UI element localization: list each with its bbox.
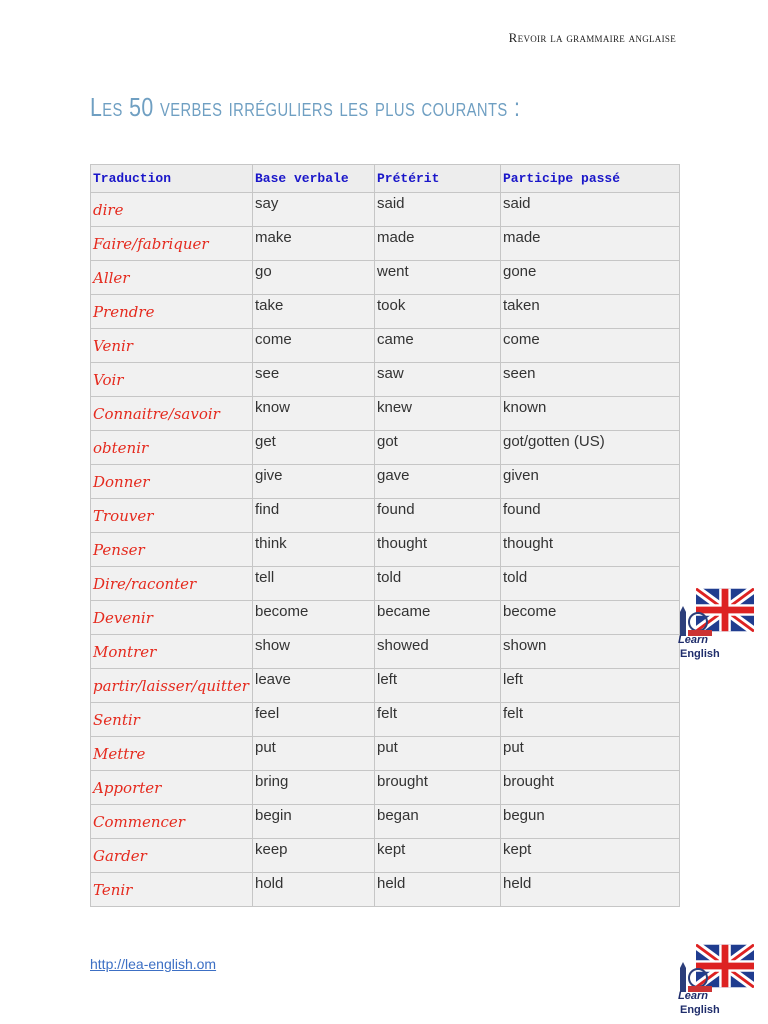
cell-translation: Donner bbox=[91, 465, 253, 499]
document-header: Revoir la grammaire anglaise bbox=[508, 30, 676, 45]
cell-preterit: thought bbox=[375, 533, 501, 567]
table-row bbox=[91, 499, 680, 533]
logo-english-text: English bbox=[680, 648, 720, 660]
london-landmark-icon bbox=[676, 606, 712, 636]
cell-base: go bbox=[253, 261, 375, 295]
cell-participle: said bbox=[501, 193, 680, 227]
irregular-verbs-table bbox=[90, 164, 680, 907]
cell-preterit: held bbox=[375, 873, 501, 907]
cell-participle: known bbox=[501, 397, 680, 431]
cell-translation: Voir bbox=[91, 363, 253, 397]
cell-base: say bbox=[253, 193, 375, 227]
cell-participle: come bbox=[501, 329, 680, 363]
cell-preterit: felt bbox=[375, 703, 501, 737]
cell-preterit: brought bbox=[375, 771, 501, 805]
cell-translation: obtenir bbox=[91, 431, 253, 465]
cell-preterit: saw bbox=[375, 363, 501, 397]
cell-preterit: went bbox=[375, 261, 501, 295]
table-row bbox=[91, 771, 680, 805]
cell-preterit: got bbox=[375, 431, 501, 465]
cell-preterit: came bbox=[375, 329, 501, 363]
cell-base: get bbox=[253, 431, 375, 465]
cell-translation: Montrer bbox=[91, 635, 253, 669]
table-row bbox=[91, 431, 680, 465]
table-row bbox=[91, 363, 680, 397]
table-header-row bbox=[91, 165, 680, 193]
column-header-translation: Traduction bbox=[91, 165, 253, 193]
cell-participle: put bbox=[501, 737, 680, 771]
cell-translation: Garder bbox=[91, 839, 253, 873]
cell-participle: felt bbox=[501, 703, 680, 737]
cell-participle: got/gotten (US) bbox=[501, 431, 680, 465]
cell-preterit: began bbox=[375, 805, 501, 839]
cell-translation: Aller bbox=[91, 261, 253, 295]
cell-participle: found bbox=[501, 499, 680, 533]
learn-english-logo-footer bbox=[672, 944, 756, 1020]
table-row bbox=[91, 635, 680, 669]
cell-translation: Devenir bbox=[91, 601, 253, 635]
cell-translation: partir/laisser/quitter bbox=[91, 669, 253, 703]
table-row bbox=[91, 669, 680, 703]
cell-translation: Dire/raconter bbox=[91, 567, 253, 601]
cell-participle: given bbox=[501, 465, 680, 499]
table-row bbox=[91, 193, 680, 227]
cell-participle: taken bbox=[501, 295, 680, 329]
cell-base: leave bbox=[253, 669, 375, 703]
column-header-participle: Participe passé bbox=[501, 165, 680, 193]
cell-translation: Faire/fabriquer bbox=[91, 227, 253, 261]
cell-base: begin bbox=[253, 805, 375, 839]
cell-base: come bbox=[253, 329, 375, 363]
table-row bbox=[91, 873, 680, 907]
cell-translation: Sentir bbox=[91, 703, 253, 737]
logo-learn-text: Learn bbox=[678, 634, 708, 646]
learn-english-logo bbox=[672, 588, 756, 664]
cell-base: keep bbox=[253, 839, 375, 873]
cell-translation: Tenir bbox=[91, 873, 253, 907]
cell-preterit: knew bbox=[375, 397, 501, 431]
table-row bbox=[91, 805, 680, 839]
cell-preterit: put bbox=[375, 737, 501, 771]
cell-base: make bbox=[253, 227, 375, 261]
cell-translation: Commencer bbox=[91, 805, 253, 839]
cell-translation: Apporter bbox=[91, 771, 253, 805]
logo-learn-text: Learn bbox=[678, 990, 708, 1002]
cell-translation: Connaitre/savoir bbox=[91, 397, 253, 431]
table-row bbox=[91, 397, 680, 431]
cell-participle: begun bbox=[501, 805, 680, 839]
cell-base: see bbox=[253, 363, 375, 397]
table-row bbox=[91, 737, 680, 771]
cell-base: bring bbox=[253, 771, 375, 805]
cell-base: take bbox=[253, 295, 375, 329]
cell-preterit: said bbox=[375, 193, 501, 227]
london-landmark-icon bbox=[676, 962, 712, 992]
website-link[interactable]: http://lea-english.om bbox=[90, 956, 217, 972]
cell-base: put bbox=[253, 737, 375, 771]
cell-participle: shown bbox=[501, 635, 680, 669]
column-header-preterit: Prétérit bbox=[375, 165, 501, 193]
cell-preterit: left bbox=[375, 669, 501, 703]
table-row bbox=[91, 839, 680, 873]
cell-preterit: kept bbox=[375, 839, 501, 873]
table-row bbox=[91, 227, 680, 261]
cell-base: think bbox=[253, 533, 375, 567]
cell-participle: thought bbox=[501, 533, 680, 567]
cell-translation: dire bbox=[91, 193, 253, 227]
cell-translation: Venir bbox=[91, 329, 253, 363]
cell-translation: Prendre bbox=[91, 295, 253, 329]
cell-participle: brought bbox=[501, 771, 680, 805]
page-title: Les 50 verbes irréguliers les plus courants : bbox=[90, 92, 521, 122]
cell-participle: gone bbox=[501, 261, 680, 295]
cell-participle: told bbox=[501, 567, 680, 601]
cell-preterit: gave bbox=[375, 465, 501, 499]
table-row bbox=[91, 703, 680, 737]
column-header-base: Base verbale bbox=[253, 165, 375, 193]
table-row bbox=[91, 295, 680, 329]
table-row bbox=[91, 533, 680, 567]
cell-preterit: showed bbox=[375, 635, 501, 669]
cell-translation: Mettre bbox=[91, 737, 253, 771]
cell-participle: become bbox=[501, 601, 680, 635]
cell-base: tell bbox=[253, 567, 375, 601]
table-row bbox=[91, 465, 680, 499]
cell-translation: Penser bbox=[91, 533, 253, 567]
cell-base: become bbox=[253, 601, 375, 635]
cell-translation: Trouver bbox=[91, 499, 253, 533]
table-row bbox=[91, 329, 680, 363]
cell-participle: kept bbox=[501, 839, 680, 873]
cell-participle: seen bbox=[501, 363, 680, 397]
cell-base: know bbox=[253, 397, 375, 431]
cell-preterit: made bbox=[375, 227, 501, 261]
logo-english-text: English bbox=[680, 1004, 720, 1016]
cell-participle: made bbox=[501, 227, 680, 261]
cell-base: hold bbox=[253, 873, 375, 907]
cell-base: find bbox=[253, 499, 375, 533]
cell-preterit: became bbox=[375, 601, 501, 635]
cell-base: feel bbox=[253, 703, 375, 737]
cell-base: give bbox=[253, 465, 375, 499]
cell-preterit: told bbox=[375, 567, 501, 601]
table-row bbox=[91, 601, 680, 635]
cell-participle: held bbox=[501, 873, 680, 907]
cell-participle: left bbox=[501, 669, 680, 703]
cell-preterit: found bbox=[375, 499, 501, 533]
cell-base: show bbox=[253, 635, 375, 669]
cell-preterit: took bbox=[375, 295, 501, 329]
table-row bbox=[91, 567, 680, 601]
table-row bbox=[91, 261, 680, 295]
